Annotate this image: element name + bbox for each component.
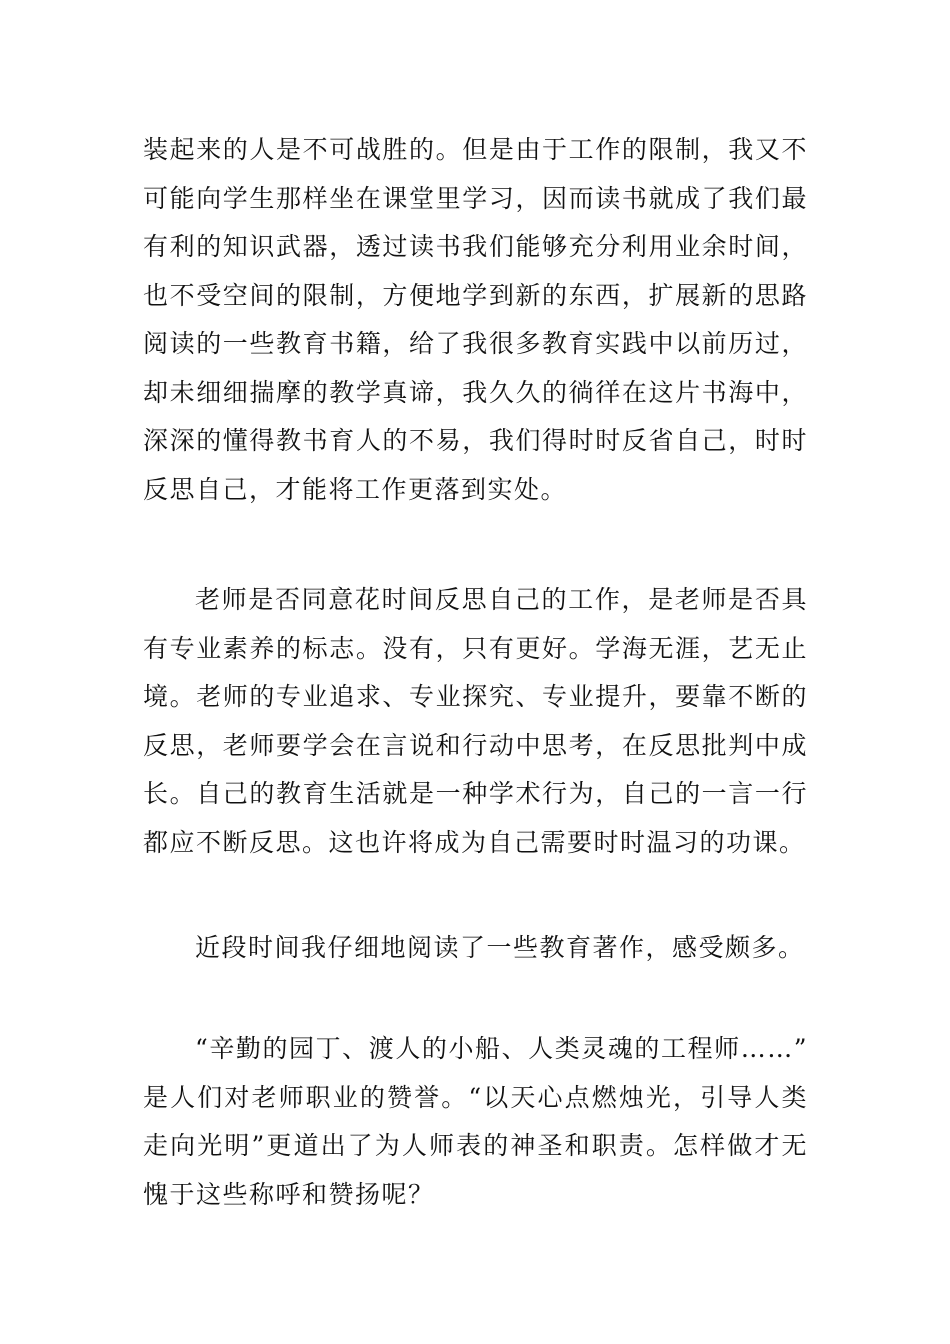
paragraph-4: “辛勤的园丁、渡人的小船、人类灵魂的工程师……”是人们对老师职业的赞誉。“以天心点燃烛光，引导人类走向光明”更道出了为人师表的神圣和职责。怎样做才无愧于这些称呼和赞扬呢？	[143, 1034, 808, 1209]
paragraph-1: 装起来的人是不可战胜的。但是由于工作的限制，我又不可能向学生那样坐在课堂里学习，因而读书就成了我们最有利的知识武器，透过读书我们能够充分利用业余时间，也不受空间的限制，方便地学到新的东西，扩展新的思路阅读的一些教育书籍，给了我很多教育实践中以前历过，却未细细揣摩的教学真谛，我久久的徜徉在这片书海中，深深的懂得教书育人的不易，我们得时时反省自己，时时反思自己，才能将工作更落到实处。	[143, 135, 808, 504]
paragraph-3: 近段时间我仔细地阅读了一些教育著作，感受颇多。	[195, 933, 805, 962]
paragraph-2: 老师是否同意花时间反思自己的工作，是老师是否具有专业素养的标志。没有，只有更好。学海无涯，艺无止境。老师的专业追求、专业探究、专业提升，要靠不断的反思，老师要学会在言说和行动中思考，在反思批判中成长。自己的教育生活就是一种学术行为，自己的一言一行都应不断反思。这也许将成为自己需要时时温习的功课。	[143, 585, 808, 857]
